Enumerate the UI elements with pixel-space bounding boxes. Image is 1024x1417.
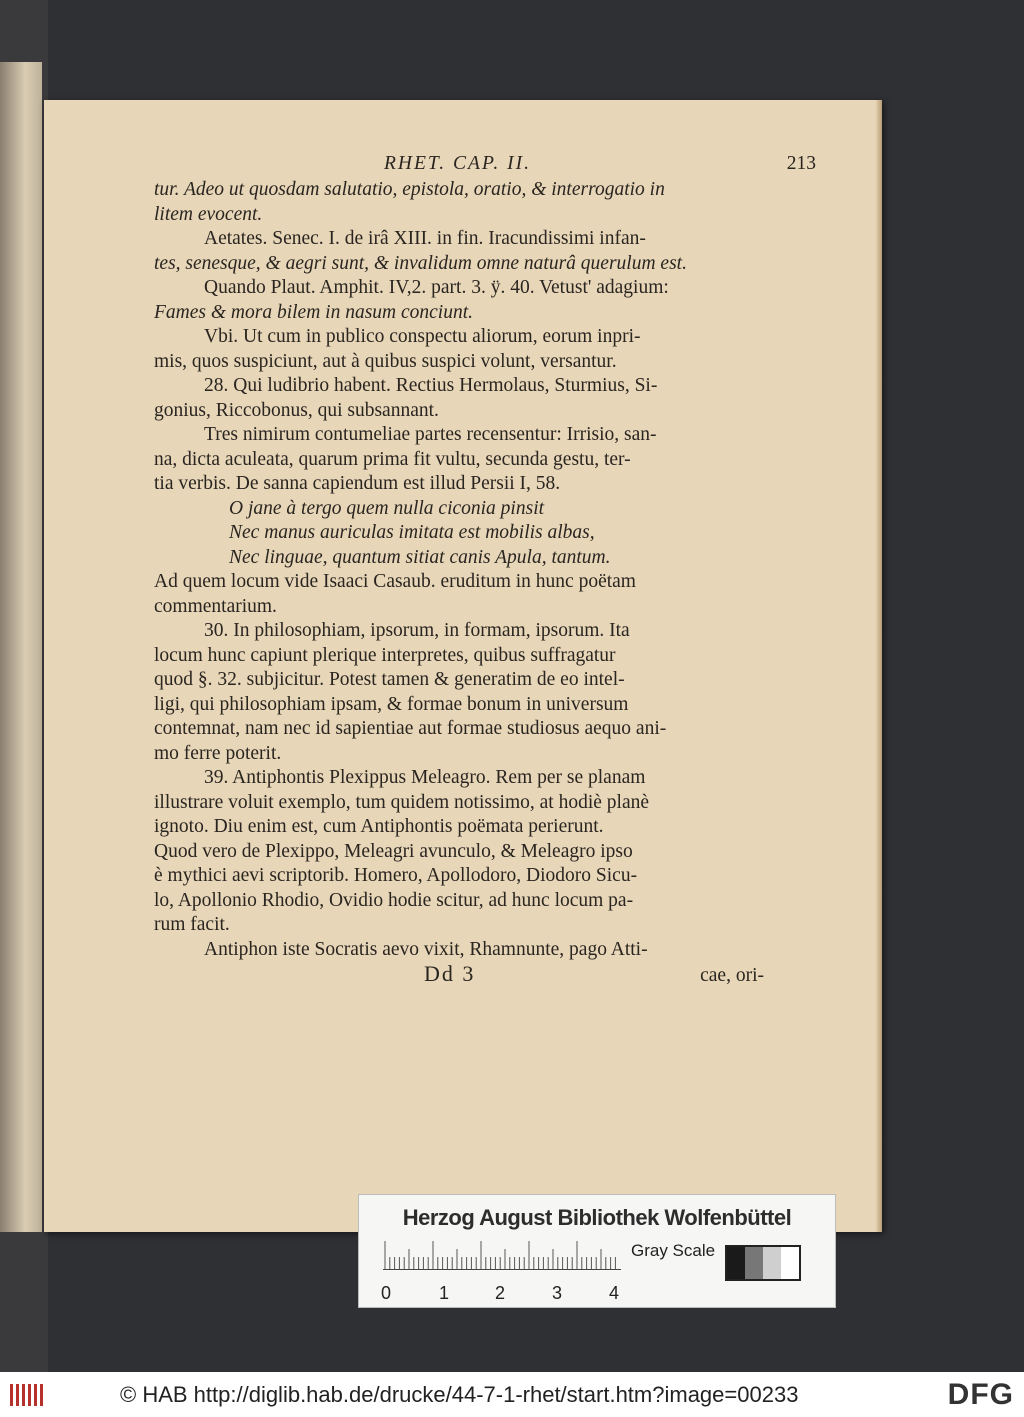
- text-line: contemnat, nam nec id sapientiae aut formae studiosus aequo ani-: [154, 718, 667, 739]
- page-text: [154, 152, 816, 992]
- text-lines: [154, 178, 804, 962]
- text-line: mis, quos suspiciunt, aut à quibus suspici volunt, versantur.: [154, 350, 617, 372]
- text-line: litem evocent.: [154, 203, 263, 225]
- ruler-number: 4: [609, 1283, 620, 1303]
- catchword: cae, ori-: [700, 965, 764, 986]
- text-line: 39. Antiphontis Plexippus Meleagro. Rem per se planam: [204, 767, 646, 788]
- ruler-scale: [383, 1241, 621, 1270]
- page-footer: [154, 962, 804, 992]
- book-page: [44, 100, 882, 1232]
- text-line: lo, Apollonio Rhodio, Ovidio hodie scitur, ad hunc locum pa-: [154, 889, 634, 911]
- previous-page-edge: [0, 62, 42, 1232]
- gray-patch: [781, 1247, 799, 1279]
- text-line: tur. Adeo ut quosdam salutatio, epistola, oratio, & interrogatio in: [154, 179, 665, 200]
- text-line: tia verbis. De sanna capiendum est illud Persii I, 58.: [154, 473, 561, 494]
- ruler-number: 1: [439, 1283, 450, 1303]
- hab-logo-icon: [8, 1380, 48, 1410]
- text-line: Tres nimirum contumeliae partes recensentur: Irrisio, san-: [204, 424, 657, 445]
- ruler-number: 3: [552, 1283, 563, 1303]
- copyright-link[interactable]: © HAB http://diglib.hab.de/drucke/44-7-1-rhet/start.htm?image=00233: [120, 1382, 799, 1407]
- text-line: 28. Qui ludibrio habent. Rectius Hermolaus, Sturmius, Si-: [204, 375, 658, 396]
- gray-scale-patches: [725, 1245, 801, 1281]
- text-line: Ad quem locum vide Isaaci Casaub. eruditum in hunc poëtam: [154, 571, 636, 592]
- text-line: è mythici aevi scriptorib. Homero, Apollodoro, Diodoro Sicu-: [154, 865, 638, 886]
- page-header: [154, 152, 816, 178]
- ruler-number: 2: [495, 1283, 506, 1303]
- gray-patch: [727, 1247, 745, 1279]
- text-line: commentarium.: [154, 595, 277, 617]
- text-line: quod §. 32. subjicitur. Potest tamen & generatim de eo intel-: [154, 669, 625, 690]
- library-color-card: [358, 1194, 836, 1308]
- text-line: Quod vero de Plexippo, Meleagri avunculo, & Meleagro ipso: [154, 840, 633, 862]
- ruler-number: 0: [381, 1283, 392, 1303]
- text-line: Antiphon iste Socratis aevo vixit, Rhamnunte, pago Atti-: [204, 938, 648, 960]
- text-line: ignoto. Diu enim est, cum Antiphontis poëmata perierunt.: [154, 816, 604, 837]
- text-line: locum hunc capiunt plerique interpretes, quibus suffragatur: [154, 644, 616, 666]
- text-line: Fames & mora bilem in nasum conciunt.: [154, 301, 474, 323]
- text-line: Quando Plaut. Amphit. IV,2. part. 3. ÿ. 40. Vetust' adagium:: [204, 277, 669, 298]
- text-line: mo ferre poterit.: [154, 742, 282, 764]
- text-line: illustrare voluit exemplo, tum quidem notissimo, at hodiè planè: [154, 791, 650, 813]
- gray-patch: [763, 1247, 781, 1279]
- text-line: ligi, qui philosophiam ipsam, & formae bonum in universum: [154, 693, 629, 715]
- dfg-logo: DFG: [947, 1378, 1014, 1411]
- text-line: Aetates. Senec. I. de irâ XIII. in fin. Iracundissimi infan-: [204, 228, 646, 249]
- gray-scale-label: Gray Scale: [631, 1241, 716, 1260]
- viewer-footer: [0, 1372, 1024, 1417]
- text-line: 30. In philosophiam, ipsorum, in formam, ipsorum. Ita: [204, 620, 630, 641]
- page-number: 213: [786, 153, 816, 174]
- signature-mark: Dd 3: [424, 961, 476, 986]
- ruler-ticks: [383, 1241, 621, 1269]
- text-line: O jane à tergo quem nulla ciconia pinsit: [229, 497, 545, 519]
- text-line: rum facit.: [154, 914, 230, 935]
- gray-patch: [745, 1247, 763, 1279]
- text-line: na, dicta aculeata, quarum prima fit vultu, secunda gestu, ter-: [154, 448, 631, 470]
- text-line: Nec manus auriculas imitata est mobilis albas,: [229, 522, 595, 543]
- text-line: Nec linguae, quantum sitiat canis Apula, tantum.: [229, 546, 611, 568]
- text-line: Vbi. Ut cum in publico conspectu aliorum, eorum inpri-: [204, 326, 641, 347]
- running-head: RHET. CAP. II.: [384, 153, 531, 174]
- library-name: Herzog August Bibliothek Wolfenbüttel: [402, 1205, 792, 1230]
- text-line: tes, senesque, & aegri sunt, & invalidum omne naturâ querulum est.: [154, 252, 687, 274]
- text-line: gonius, Riccobonus, qui subsannant.: [154, 399, 439, 421]
